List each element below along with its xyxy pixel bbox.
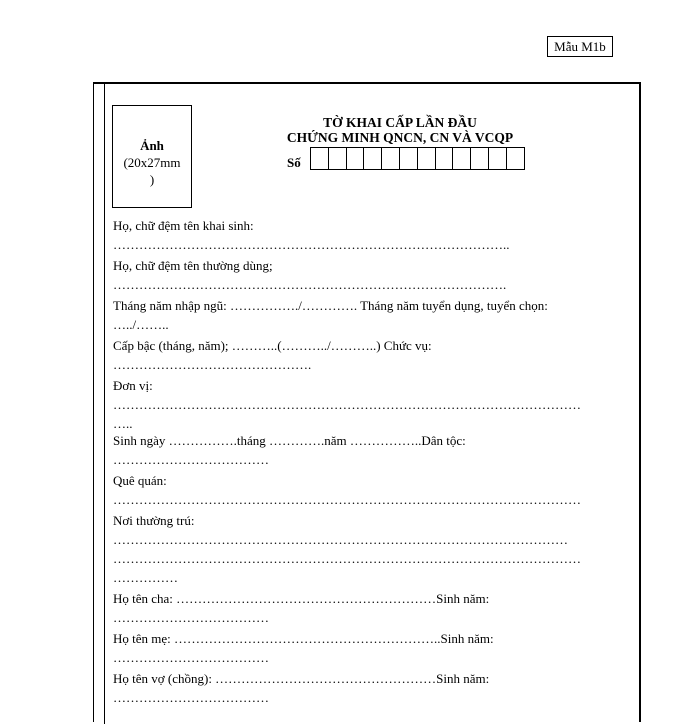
field-dotted-line[interactable]: ……………………………………………………………………………………………… <box>113 492 581 507</box>
form-field <box>113 589 623 627</box>
number-box-cell[interactable] <box>311 147 329 170</box>
number-box-cell[interactable] <box>507 147 525 170</box>
photo-size-line1: (20x27mm <box>123 155 181 170</box>
number-box-cell[interactable] <box>400 147 418 170</box>
field-dotted-line[interactable]: ………………………………………………………………………………. <box>113 277 507 292</box>
field-label: Quê quán: <box>113 473 167 488</box>
field-dotted-line[interactable]: …../…….. <box>113 317 169 332</box>
number-box-cell[interactable] <box>436 147 454 170</box>
form-code-badge: Mẫu M1b <box>547 36 613 57</box>
form-field <box>113 256 623 294</box>
field-label: Sinh ngày …………….tháng ………….năm ……………..Dân tộc: <box>113 433 466 448</box>
form-field <box>113 669 623 707</box>
field-dotted-line[interactable]: …………… <box>113 570 178 585</box>
form-field <box>113 471 623 509</box>
number-box-cell[interactable] <box>382 147 400 170</box>
field-dotted-line[interactable]: ……………………………… <box>113 690 269 705</box>
field-dotted-line[interactable]: ………………………………………. <box>113 357 312 372</box>
field-dotted-line[interactable]: ……………………………………………………………………………………………… <box>113 551 581 566</box>
photo-size <box>116 154 188 188</box>
form-title-line1: TỜ KHAI CẤP LẦN ĐẦU <box>323 115 477 130</box>
field-label: Cấp bậc (tháng, năm); ………..(………../………..) Chức vụ: <box>113 338 432 353</box>
field-label: Họ tên vợ (chồng): ……………………………………………Sinh năm: <box>113 671 490 686</box>
form-title-line2: CHỨNG MINH QNCN, CN VÀ VCQP <box>286 130 514 145</box>
field-dotted-line[interactable]: ……………………………………………………………………………….. <box>113 237 510 252</box>
field-dotted-line[interactable]: ……………………………… <box>113 650 269 665</box>
field-label: Nơi thường trú: <box>113 513 195 528</box>
form-field <box>113 629 623 667</box>
field-dotted-line[interactable]: ……………………………………………………………………………………………… <box>113 397 581 412</box>
form-field <box>113 216 623 254</box>
number-box-cell[interactable] <box>489 147 507 170</box>
form-field <box>113 511 623 587</box>
field-label: Họ tên cha: ……………………………………………………Sinh năm: <box>113 591 490 606</box>
number-box-cell[interactable] <box>347 147 365 170</box>
field-label: Họ, chữ đệm tên khai sinh: <box>113 218 254 233</box>
form-field <box>113 336 623 374</box>
number-box-cell[interactable] <box>329 147 347 170</box>
field-label: Tháng năm nhập ngũ: ……………./…………. Tháng năm tuyển dụng, tuyển chọn: <box>113 298 548 313</box>
number-box-cell[interactable] <box>471 147 489 170</box>
number-input-boxes[interactable] <box>310 147 525 170</box>
number-label: Số <box>287 155 301 170</box>
form-title <box>270 115 530 145</box>
photo-placeholder <box>112 105 192 208</box>
photo-size-line2: ) <box>149 172 155 187</box>
number-box-cell[interactable] <box>418 147 436 170</box>
form-field <box>113 431 623 469</box>
field-label: Đơn vị: <box>113 378 153 393</box>
form-frame-inner-line <box>104 84 105 724</box>
field-dotted-line[interactable]: ….. <box>113 416 133 431</box>
field-label: Họ, chữ đệm tên thường dùng; <box>113 258 273 273</box>
number-box-cell[interactable] <box>453 147 471 170</box>
form-field <box>113 296 623 334</box>
field-dotted-line[interactable]: ……………………………… <box>113 610 269 625</box>
field-dotted-line[interactable]: …………………………………………………………………………………………… <box>113 532 568 547</box>
form-field <box>113 376 623 433</box>
photo-title: Ảnh <box>140 138 164 153</box>
number-box-cell[interactable] <box>364 147 382 170</box>
field-dotted-line[interactable]: ……………………………… <box>113 452 269 467</box>
field-label: Họ tên mẹ: ……………………………………………………..Sinh năm: <box>113 631 494 646</box>
